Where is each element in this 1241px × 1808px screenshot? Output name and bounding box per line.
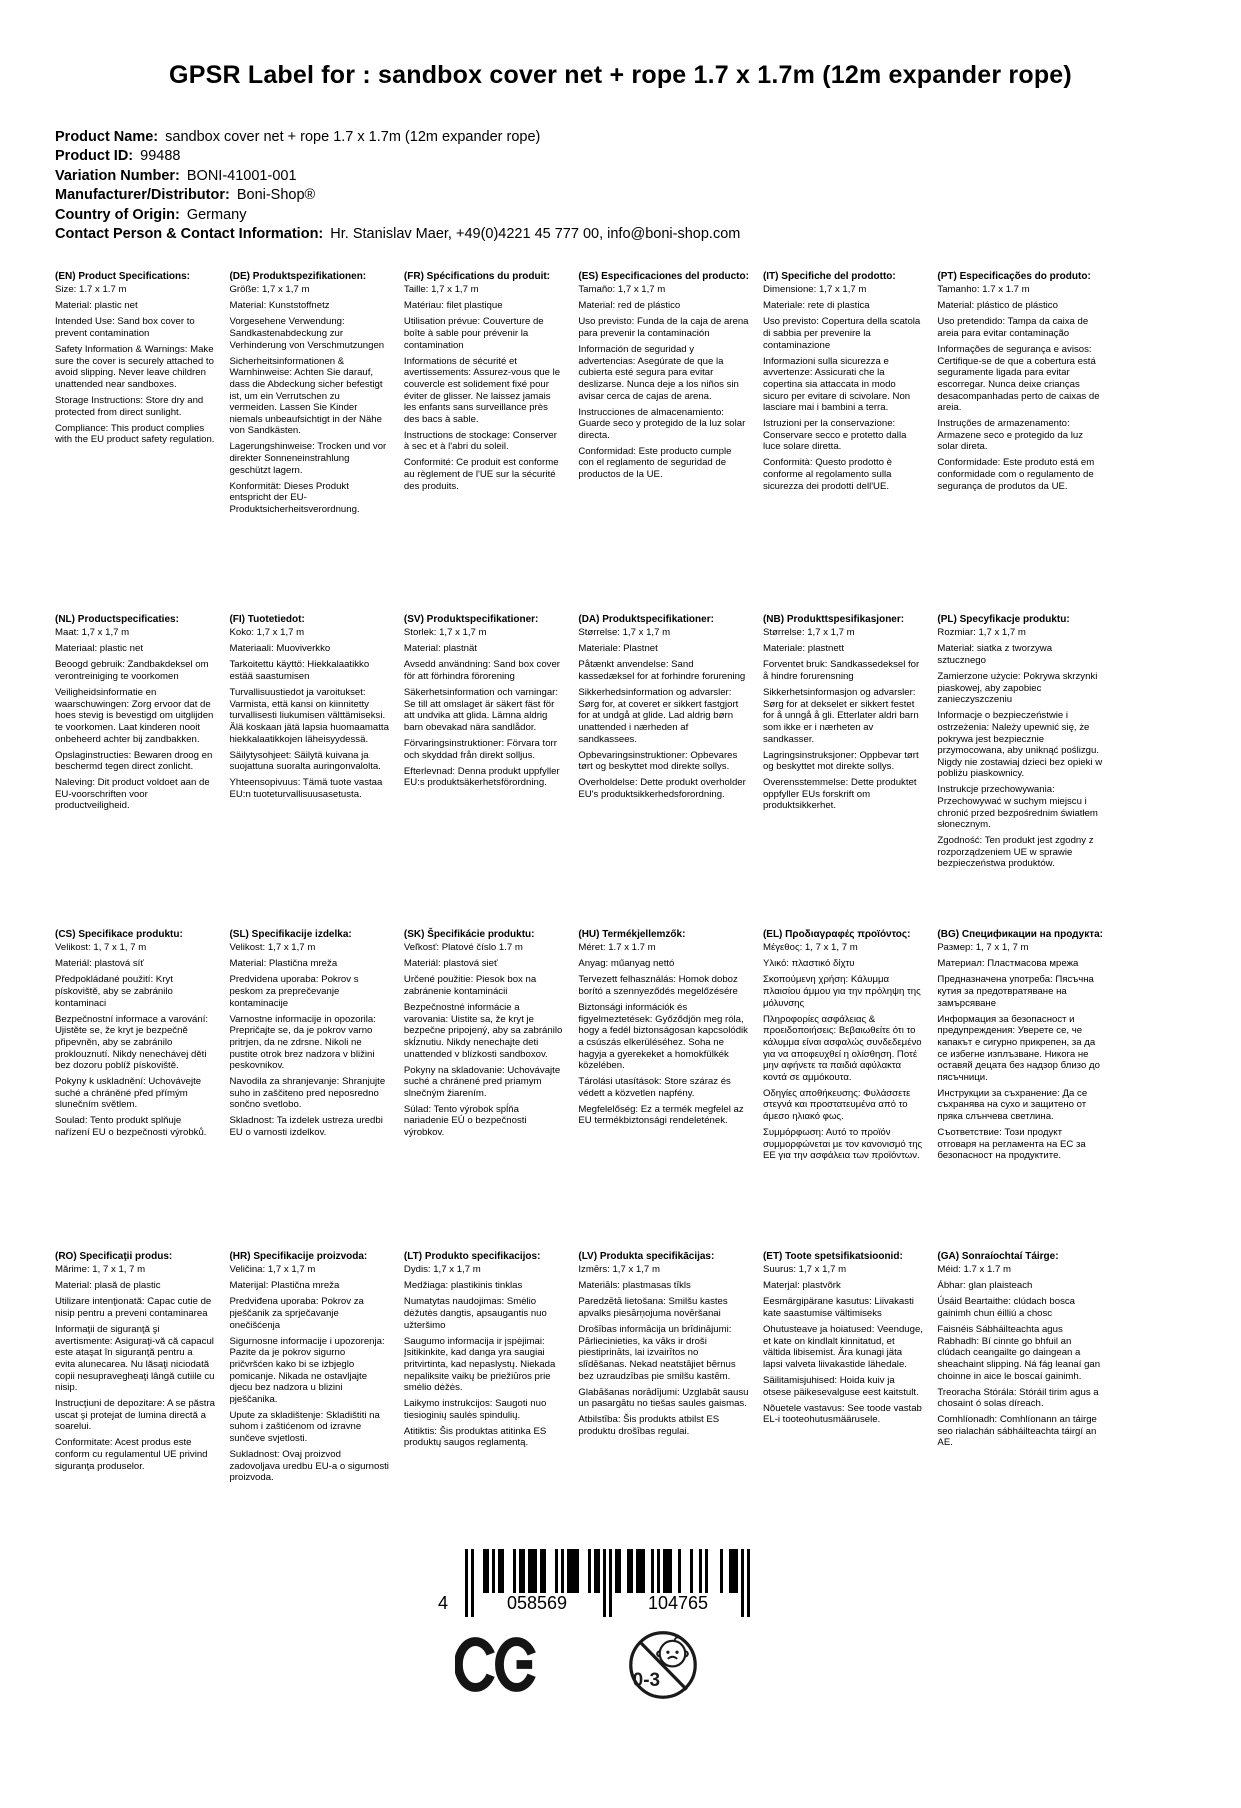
language-paragraph: Yhteensopivuus: Tämä tuote vastaa EU:n tuoteturvallisuusasetusta.: [229, 777, 383, 800]
language-paragraph: Faisnéis Sábháilteachta agus Rabhadh: Bí cinnte go bhfuil an clúdach ceangailte go daingean a sheachaint slipping. Ná fág leanaí gan choinne in aice le boscaí gainimh.: [937, 1324, 1101, 1382]
language-paragraph: Pokyny na skladovanie: Uchovávajte suché a chránené pred priamym slnečným žiarením.: [403, 1064, 561, 1099]
language-block: [763, 271, 923, 614]
language-paragraph: Safety Information & Warnings: Make sure the cover is securely attached to avoid slipping. Never leave children unattended near sandboxes.: [55, 344, 214, 390]
language-paragraph: Информация за безопасност и предупреждения: Уверете се, че капакът е сигурно прикрепен, за да се избегне изплъзване. Никога не оставяй децата без надзор близо до пясъчници.: [937, 1013, 1100, 1083]
language-block-title: (ET) Toote spetsifikatsioonid:: [762, 1250, 903, 1262]
language-paragraph: Informações de segurança e avisos: Certifique-se de que a cobertura está seguramente ligada para evitar escorregar. Nunca deixe crianças desacompanhadas perto de caixas de areia.: [937, 344, 1100, 414]
language-block: [55, 614, 215, 929]
product-info-row: [55, 206, 1241, 226]
language-block: [578, 271, 749, 614]
language-paragraph: Navodila za shranjevanje: Shranjujte suho in zaščiteno pred neposredno sončno svetlobo.: [229, 1076, 386, 1111]
language-paragraph: Beoogd gebruik: Zandbakdeksel om verontreiniging te voorkomen: [55, 659, 209, 683]
product-info-value: BONI-41001-001: [186, 167, 297, 184]
language-paragraph: Förvaringsinstruktioner: Förvara torr och skyddad från direkt solljus.: [403, 738, 557, 761]
language-paragraph: Opslaginstructies: Bewaren droog en beschermd tegen direct zonlicht.: [55, 749, 213, 773]
language-paragraph: Tamanho: 1.7 x 1.7 m: [937, 284, 1030, 296]
language-paragraph: Tarkoitettu käyttö: Hiekkalaatikko estää saastumisen: [229, 659, 370, 683]
language-paragraph: Sikkerhetsinformasjon og advarsler: Sørg for at dekselet er sikkert festet for å unngå å gli. Etterlater aldri barn som ikke er i nærheten av sandkasser.: [762, 687, 919, 745]
language-paragraph: Úsáid Beartaithe: clúdach bosca gainimh chun éilliú a chosc: [937, 1296, 1076, 1320]
language-block-title: (RO) Specificaţii produs:: [55, 1250, 173, 1262]
language-block-title: (GA) Sonraíochtaí Táirge:: [937, 1250, 1059, 1262]
language-paragraph: Rozmiar: 1,7 x 1,7 m: [937, 627, 1026, 639]
language-paragraph: Materiál: plastová síť: [55, 958, 144, 970]
language-paragraph: Atbilstība: Šis produkts atbilst ES produktu drošības regulai.: [578, 1414, 720, 1437]
language-paragraph: Size: 1.7 x 1.7 m: [55, 284, 127, 296]
language-paragraph: Suurus: 1,7 x 1,7 m: [762, 1264, 847, 1276]
language-paragraph: Velikost: 1,7 x 1,7 m: [229, 942, 316, 954]
language-paragraph: Méid: 1.7 x 1.7 m: [937, 1264, 1012, 1276]
language-block: [578, 1251, 749, 1549]
language-paragraph: Paredzētā lietošana: Smilšu kastes apvalks piesārņojuma novēršanai: [578, 1296, 728, 1320]
language-paragraph: Material: plasă de plastic: [55, 1280, 161, 1292]
language-paragraph: Sikkerhedsinformation og advarsler: Sørg for, at coveret er sikkert fastgjort for at undgå at glide. Lad aldrig børn unattended i nærheden af sandkassees.: [578, 687, 739, 745]
language-paragraph: Tamaño: 1,7 x 1,7 m: [578, 284, 666, 296]
language-paragraph: Nõuetele vastavus: See toode vastab EL-i tooteohutusmäärusele.: [762, 1402, 922, 1426]
language-paragraph: Uso pretendido: Tampa da caixa de areia para evitar contaminação: [937, 316, 1089, 340]
language-paragraph: Informations de sécurité et avertissements: Assurez-vous que le couvercle est solidement fixé pour éviter de glisser. Ne laissez jamais les enfants sans surveillance près des bacs à sable.: [403, 355, 561, 425]
language-paragraph: Storlek: 1,7 x 1,7 m: [403, 627, 487, 639]
product-info-value: Hr. Stanislav Maer, +49(0)4221 45 777 00, info@boni-shop.com: [330, 226, 741, 243]
product-info-value: 99488: [140, 148, 181, 165]
product-info-label: Manufacturer/Distributor:: [55, 187, 230, 204]
page-title: GPSR Label for : sandbox cover net + rope 1.7 x 1.7m (12m expander rope): [169, 61, 1072, 89]
language-paragraph: Materiaal: plastic net: [55, 643, 143, 655]
language-block: [229, 1251, 389, 1549]
language-paragraph: Material: Kunststoffnetz: [229, 300, 330, 312]
product-info-row: [55, 128, 1241, 148]
product-info-row: [55, 225, 1241, 245]
language-paragraph: Σκοπούμενη χρήση: Κάλυμμα πλαισίου άμμου για την πρόληψη της μόλυνσης: [762, 974, 921, 1009]
product-info-label: Contact Person & Contact Information:: [55, 226, 324, 243]
language-paragraph: Predviđena uporaba: Pokrov za pješčanik za sprječavanje onečišćenja: [229, 1296, 364, 1331]
language-block-title: (IT) Specifiche del prodotto:: [762, 270, 896, 282]
language-block-title: (NL) Productspecificaties:: [55, 613, 179, 625]
language-paragraph: Instruções de armazenamento: Armazene seco e protegido da luz solar direta.: [937, 418, 1084, 453]
language-paragraph: Saugumo informacija ir įspėjimai: Įsitikinkite, kad danga yra saugiai pritvirtinta, kad nepaslystų. Niekada nepaliksite vaikų be priežiūros prie smėlio dėžės.: [403, 1335, 556, 1394]
language-paragraph: Skladnost: Ta izdelek ustreza uredbi EU o varnosti izdelkov.: [229, 1115, 383, 1139]
language-paragraph: Tervezett felhasználás: Homok doboz borító a szennyeződés megelőzésére: [578, 974, 738, 998]
language-block: [229, 614, 389, 929]
language-paragraph: Drošības informācija un brīdinājumi: Pārliecinieties, ka vāks ir droši piestiprināts, lai izvairītos no slīdēšanas. Nekad neatstājiet bērnus bez uzraudzības pie smilšu kastēm.: [578, 1324, 736, 1382]
language-paragraph: Συμμόρφωση: Αυτό το προϊόν συμμορφώνεται με τον κανονισμό της ΕΕ για την ασφάλεια των προϊόντων.: [762, 1127, 923, 1162]
language-paragraph: Material: plastic net: [55, 300, 138, 312]
language-paragraph: Conformidad: Este producto cumple con el reglamento de seguridad de productos de la UE.: [578, 445, 732, 481]
language-paragraph: Informacje o bezpieczeństwie i ostrzeżenia: Należy upewnić się, że pokrywa jest bezpiecznie przymocowana, aby uniknąć poślizgu. Nigdy nie zostawiaj dzieci bez opieki w pobliżu piaskownicy.: [937, 710, 1103, 780]
language-paragraph: Soulad: Tento produkt splňuje nařízení EU o bezpečnosti výrobků.: [55, 1115, 207, 1139]
language-paragraph: Størrelse: 1,7 x 1,7 m: [762, 627, 855, 639]
language-block-title: (HR) Specifikacije proizvoda:: [229, 1250, 368, 1262]
language-block-title: (EL) Προδιαγραφές προϊόντος:: [762, 928, 911, 940]
language-paragraph: Tárolási utasítások: Store száraz és védett a közvetlen napfény.: [578, 1076, 731, 1099]
language-paragraph: Información de seguridad y advertencias: Asegúrate de que la cubierta esté segura para evitar deslizarse. Nunca deje a los niños sin avisar cerca de cajas de arena.: [578, 344, 739, 402]
language-paragraph: Efterlevnad: Denna produkt uppfyller EU:s produktsäkerhetsförordning.: [403, 765, 560, 789]
language-block: [937, 614, 1103, 929]
language-paragraph: Säilytysohjeet: Säilytä kuivana ja suojattuna suoralta auringonvalolta.: [229, 749, 381, 773]
language-paragraph: Materiale: Plastnet: [578, 643, 658, 655]
language-paragraph: Upute za skladištenje: Skladištiti na suhom i zaštićenom od izravne sunčeve svjetlosti.: [229, 1409, 380, 1444]
gpsr-label-page: [0, 54, 1241, 1701]
language-block-title: (DE) Produktspezifikationen:: [229, 270, 367, 282]
language-paragraph: Предназначена употреба: Пясъчна кутия за предотвратяване на замърсяване: [937, 974, 1094, 1009]
language-paragraph: Sukladnost: Ovaj proizvod zadovoljava uredbu EU-a o sigurnosti proizvoda.: [229, 1449, 389, 1484]
language-paragraph: Bezpečnostní informace a varování: Ujistěte se, že kryt je bezpečně připevněn, aby se zabránilo proklouznutí. Nikdy nenechávej děti bez dozoru poblíž pískoviště.: [55, 1013, 209, 1072]
language-paragraph: Sicherheitsinformationen & Warnhinweise: Achten Sie darauf, dass die Abdeckung sicher befestigt ist, um ein Verrutschen zu vermeiden. Lassen Sie Kinder niemals unbeaufsichtigt in der Nähe von Sandkästen.: [229, 355, 383, 437]
language-paragraph: Eesmärgipärane kasutus: Liivakasti kate saastumise vältimiseks: [762, 1296, 914, 1320]
language-paragraph: Veiligheidsinformatie en waarschuwingen: Zorg ervoor dat de hoes stevig is bevestigd om uitglijden te voorkomen. Laat kinderen nooit onbeheerd achter bij zandbakken.: [55, 687, 214, 745]
product-info: [55, 128, 1241, 245]
language-paragraph: Atitiktis: Šis produktas atitinka ES produktų saugos reglamentą.: [403, 1425, 547, 1449]
product-info-label: Product ID:: [55, 148, 134, 165]
language-block: [578, 614, 749, 929]
language-paragraph: Utilizare intenţionată: Capac cutie de nisip pentru a preveni contaminarea: [55, 1296, 212, 1320]
language-paragraph: Lagringsinstruksjoner: Oppbevar tørt og beskyttet mot direkte sollys.: [762, 749, 919, 773]
language-paragraph: Размер: 1, 7 x 1, 7 m: [937, 942, 1029, 954]
language-block: [937, 1251, 1103, 1549]
certification-icons-row: [455, 1629, 1241, 1701]
language-grid: [55, 271, 1103, 1549]
language-paragraph: Съответствие: Този продукт отговаря на регламента на ЕС за безопасност на продуктите.: [937, 1127, 1086, 1162]
language-block-title: (FI) Tuotetiedot:: [229, 613, 305, 625]
language-block: [404, 1251, 564, 1549]
language-block-title: (SL) Specifikacije izdelka:: [229, 928, 352, 940]
language-paragraph: Οδηγίες αποθήκευσης: Φυλάσσετε στεγνά και προστατευμένα από το άμεσο ηλιακό φως.: [762, 1087, 911, 1122]
language-paragraph: Velikost: 1, 7 x 1, 7 m: [55, 942, 147, 954]
language-paragraph: Ábhar: glan plaisteach: [937, 1280, 1033, 1292]
product-info-row: [55, 147, 1241, 167]
barcode-prefix-digit: 4: [438, 1592, 449, 1613]
language-paragraph: Veličina: 1,7 x 1,7 m: [229, 1264, 316, 1276]
language-block: [229, 271, 389, 614]
language-paragraph: Maat: 1,7 x 1,7 m: [55, 627, 130, 639]
language-paragraph: Medžiaga: plastikinis tinklas: [403, 1280, 523, 1292]
label-marks: [438, 1549, 1241, 1701]
ce-mark-icon: [455, 1636, 539, 1693]
language-paragraph: Opbevaringsinstruktioner: Opbevares tørt og beskyttet mod direkte sollys.: [578, 749, 738, 773]
language-paragraph: Uso previsto: Funda de la caja de arena para prevenir la contaminación: [578, 316, 749, 340]
product-info-label: Country of Origin:: [55, 206, 180, 223]
language-paragraph: Pokyny k uskladnění: Uchovávejte suché a chráněné před přímým slunečním světlem.: [55, 1076, 202, 1111]
language-block: [937, 271, 1103, 614]
language-paragraph: Uso previsto: Copertura della scatola di sabbia per prevenire la contaminazione: [762, 316, 921, 351]
language-paragraph: Sigurnosne informacije i upozorenja: Pazite da je pokrov sigurno pričvršćen kako bi se izbjeglo pomicanje. Nikada ne ostavljajte djecu bez nadzora u blizini pješčanika.: [229, 1335, 385, 1405]
language-paragraph: Comhlíonadh: Comhlíonann an táirge seo rialachán sábháilteachta táirgí an AE.: [937, 1414, 1097, 1449]
language-paragraph: Materijal: Plastična mreža: [229, 1280, 340, 1292]
language-block-title: (SV) Produktspecifikationer:: [403, 613, 539, 625]
language-block-title: (CS) Specifikace produktu:: [55, 928, 183, 940]
language-paragraph: Avsedd användning: Sand box cover för att förhindra förorening: [403, 659, 561, 683]
language-paragraph: Materiał: siatka z tworzywa sztucznego: [937, 643, 1053, 666]
language-paragraph: Informazioni sulla sicurezza e avvertenze: Assicurati che la copertina sia attaccata in modo sicuro per evitare di scivolare. Non lasciare mai i bambini a terra.: [762, 355, 911, 414]
language-paragraph: Biztonsági információk és figyelmeztetések: Győződjön meg róla, hogy a fedél biztonságosan kapcsolódik a csúszás elkerüléséhez. Soha ne hagyja a gyerekeket a homokfülkék közelében.: [578, 1002, 748, 1072]
language-paragraph: Vorgesehene Verwendung: Sandkastenabdeckung zur Verhinderung von Verschmutzungen: [229, 316, 385, 351]
language-paragraph: Conformità: Questo prodotto è conforme al regolamento sulla sicurezza dei prodotti dell'UE.: [762, 457, 893, 492]
language-block: [404, 271, 564, 614]
language-paragraph: Conformitate: Acest produs este conform cu regulamentul UE privind siguranţa produselor.: [55, 1437, 208, 1472]
language-block: [55, 929, 215, 1251]
language-paragraph: Storage Instructions: Store dry and protected from direct sunlight.: [55, 395, 204, 418]
language-paragraph: Taille: 1,7 x 1,7 m: [403, 284, 479, 296]
product-info-row: [55, 167, 1241, 187]
product-info-label: Variation Number:: [55, 167, 180, 184]
language-paragraph: Lagerungshinweise: Trocken und vor direkter Sonneneinstrahlung geschützt lagern.: [229, 441, 387, 476]
language-block: [578, 929, 749, 1251]
language-paragraph: Méret: 1.7 x 1.7 m: [578, 942, 656, 954]
language-block: [404, 614, 564, 929]
product-info-value: Boni-Shop®: [236, 187, 316, 204]
language-paragraph: Varnostne informacije in opozorila: Prepričajte se, da je pokrov varno pritrjen, da ne zdrsne. Nikoli ne pustite otrok brez nadzora v bližini peskovnikov.: [229, 1013, 376, 1072]
language-paragraph: Glabāšanas norādījumi: Uzglabāt sausu un pasargātu no tiešas saules gaismas.: [578, 1386, 749, 1410]
language-block-title: (LT) Produkto specifikacijos:: [403, 1250, 541, 1262]
language-paragraph: Material: plastnät: [403, 643, 477, 655]
language-paragraph: Matériau: filet plastique: [403, 300, 503, 312]
product-info-row: [55, 186, 1241, 206]
language-paragraph: Υλικό: πλαστικό δίχτυ: [762, 958, 855, 970]
language-paragraph: Größe: 1,7 x 1,7 m: [229, 284, 310, 296]
language-paragraph: Mărime: 1, 7 x 1, 7 m: [55, 1264, 146, 1276]
language-paragraph: Dydis: 1,7 x 1,7 m: [403, 1264, 481, 1276]
language-paragraph: Materiale: rete di plastica: [762, 300, 870, 312]
language-paragraph: Naleving: Dit product voldoet aan de EU-voorschriften voor productveiligheid.: [55, 777, 210, 812]
language-paragraph: Veľkosť: Platové číslo 1.7 m: [403, 942, 523, 954]
language-paragraph: Compliance: This product complies with the EU product safety regulation.: [55, 422, 215, 446]
language-block-title: (HU) Termékjellemzők:: [578, 928, 686, 940]
product-info-value: Germany: [186, 206, 247, 223]
language-paragraph: Megfelelőség: Ez a termék megfelel az EU termékbiztonsági rendeletének.: [578, 1103, 744, 1127]
language-block-title: (PL) Specyfikacje produktu:: [937, 613, 1070, 625]
language-paragraph: Conformité: Ce produit est conforme au règlement de l'UE sur la sécurité des produits.: [403, 457, 559, 492]
language-block-title: (BG) Спецификации на продукта:: [937, 928, 1103, 940]
language-paragraph: Materjal: plastvõrk: [762, 1280, 841, 1292]
language-paragraph: Påtænkt anvendelse: Sand kassedæksel for at forhindre forurening: [578, 659, 746, 683]
language-block-title: (PT) Especificações do produto:: [937, 270, 1091, 282]
language-paragraph: Informaţii de siguranţă şi avertismente: Asiguraţi-vă că capacul este ataşat în siguranţă pentru a evita alunecarea. Nu lăsaţi niciodată copii nesupravegheaţi lângă cutiile cu nisip.: [55, 1324, 215, 1394]
language-paragraph: Μέγεθος: 1, 7 x 1, 7 m: [762, 942, 858, 954]
language-paragraph: Bezpečnostné informácie a varovania: Uistite sa, že kryt je bezpečne pripojený, aby sa zabránilo skĺznutiu. Nikdy nenechajte deti unattended v blízkosti sandboxov.: [403, 1002, 563, 1060]
language-paragraph: Overholdelse: Dette produkt overholder EU's produktsikkerhedsforordning.: [578, 777, 746, 800]
language-block-title: (EN) Product Specifications:: [55, 270, 191, 282]
ean-barcode: [438, 1549, 750, 1617]
language-paragraph: Dimensione: 1,7 x 1,7 m: [762, 284, 867, 296]
language-block: [229, 929, 389, 1251]
language-paragraph: Předpokládané použití: Kryt pískoviště, aby se zabránilo kontaminaci: [55, 974, 173, 1009]
language-paragraph: Instructions de stockage: Conserver à sec et à l'abri du soleil.: [403, 429, 557, 453]
language-block: [763, 929, 923, 1251]
language-paragraph: Anyag: műanyag nettó: [578, 958, 675, 970]
language-paragraph: Instrukcje przechowywania: Przechowywać w suchym miejscu i chronić przed bezpośrednim światłem słonecznym.: [937, 784, 1098, 831]
language-paragraph: Turvallisuustiedot ja varoitukset: Varmista, että kansi on kiinnitetty turvallisesti liukumisen välttämiseksi. Älä koskaan jätä lapsia huomaamatta hiekkalaatikkojen läheisyydessä.: [229, 687, 389, 745]
language-paragraph: Πληροφορίες ασφάλειας & προειδοποιήσεις: Βεβαιωθείτε ότι το κάλυμμα είναι ασφαλώς συνδεδεμένο για να αποφευχθεί η ολίσθηση. Ποτέ μην αφήνετε τα παιδιά αφύλακτα κοντά σε αμμόκουτα.: [762, 1013, 922, 1083]
language-paragraph: Overensstemmelse: Dette produktet oppfyller EUs forskrift om produktsikkerhet.: [762, 777, 917, 812]
language-paragraph: Istruzioni per la conservazione: Conservare secco e protetto dalla luce solare diretta.: [762, 418, 907, 453]
language-paragraph: Zamierzone użycie: Pokrywa skrzynki piaskowej, aby zapobiec zanieczyszczeniu: [937, 671, 1098, 706]
language-block-title: (FR) Spécifications du produit:: [403, 270, 551, 282]
language-paragraph: Konformität: Dieses Produkt entspricht der EU-Produktsicherheitsverordnung.: [229, 480, 360, 515]
language-paragraph: Laikymo instrukcijos: Saugoti nuo tiesioginių saulės spindulių.: [403, 1398, 547, 1421]
language-paragraph: Určené použitie: Piesok box na zabránenie kontaminácii: [403, 974, 537, 998]
language-block: [937, 929, 1103, 1251]
age-range-label: 0-3: [632, 1669, 661, 1691]
language-paragraph: Instrucciones de almacenamiento: Guarde seco y protegido de la luz solar directa.: [578, 406, 746, 441]
language-paragraph: Säilitamisjuhised: Hoida kuiv ja otsese päikesevalguse eest kaitstult.: [762, 1375, 919, 1398]
language-paragraph: Treoracha Stórála: Stóráil tirim agus a chosaint ó solas díreach.: [937, 1386, 1099, 1410]
language-paragraph: Инструкции за съхранение: Да се съхранява на сухо и защитено от пряка слънчева светлина.: [937, 1087, 1088, 1122]
language-block: [763, 614, 923, 929]
language-paragraph: Izmērs: 1,7 x 1,7 m: [578, 1264, 660, 1276]
language-paragraph: Numatytas naudojimas: Smėlio dėžutės dangtis, apsaugantis nuo užteršimo: [403, 1296, 547, 1331]
language-paragraph: Størrelse: 1,7 x 1,7 m: [578, 627, 671, 639]
language-paragraph: Zgodność: Ten produkt jest zgodny z rozporządzeniem UE w sprawie bezpieczeństwa produktów.: [937, 835, 1094, 870]
language-paragraph: Materiaali: Muoviverkko: [229, 643, 331, 655]
product-info-label: Product Name:: [55, 128, 159, 145]
language-paragraph: Utilisation prévue: Couverture de boîte à sable pour prévenir la contamination: [403, 316, 544, 351]
language-block-title: (ES) Especificaciones del producto:: [578, 270, 749, 282]
language-block: [404, 929, 564, 1251]
language-paragraph: Súlad: Tento výrobok spĺňa nariadenie EÚ o bezpečnosti výrobkov.: [403, 1103, 527, 1139]
language-paragraph: Predvidena uporaba: Pokrov s peskom za preprečevanje kontaminacije: [229, 974, 359, 1009]
language-block: [763, 1251, 923, 1549]
language-paragraph: Material: Plastična mreža: [229, 958, 338, 970]
language-block-title: (DA) Produktspecifikationer:: [578, 613, 714, 625]
language-block: [55, 1251, 215, 1549]
language-paragraph: Material: plástico de plástico: [937, 300, 1058, 312]
language-paragraph: Koko: 1,7 x 1,7 m: [229, 627, 305, 639]
language-block-title: (NB) Produkttspesifikasjoner:: [762, 613, 905, 625]
language-paragraph: Forventet bruk: Sandkassedeksel for å hindre forurensning: [762, 659, 920, 683]
language-paragraph: Материал: Пластмасова мрежа: [937, 958, 1079, 970]
language-paragraph: Säkerhetsinformation och varningar: Se till att omslaget är säkert fäst för att undvika att glida. Lämna aldrig barn obevakad nära sandlådor.: [403, 687, 559, 733]
barcode-digits-right: 104765: [643, 1593, 713, 1614]
product-info-value: sandbox cover net + rope 1.7 x 1.7m (12m expander rope): [165, 128, 541, 145]
barcode-digits-left: 058569: [502, 1593, 572, 1614]
language-block-title: (SK) Špecifikácie produktu:: [403, 928, 535, 940]
language-paragraph: Conformidade: Este produto está em conformidade com o regulamento de segurança de produtos da UE.: [937, 457, 1095, 492]
language-paragraph: Instrucţiuni de depozitare: A se păstra uscat şi protejat de lumina directă a soarelui.: [55, 1398, 215, 1433]
language-paragraph: Materiale: plastnett: [762, 643, 845, 655]
language-paragraph: Intended Use: Sand box cover to prevent contamination: [55, 316, 195, 340]
language-paragraph: Material: red de plástico: [578, 300, 681, 312]
language-paragraph: Ohutusteave ja hoiatused: Veenduge, et kate on kindlalt kinnitatud, et vältida libisemist. Ära kunagi jäta lapsi valveta liivakastide lähedale.: [762, 1324, 923, 1370]
language-block-title: (LV) Produkta specifikācijas:: [578, 1250, 715, 1262]
language-paragraph: Materiāls: plastmasas tīkls: [578, 1280, 691, 1292]
age-warning-0-3-icon: [627, 1629, 699, 1701]
language-block: [55, 271, 215, 614]
language-paragraph: Materiál: plastová sieť: [403, 958, 498, 970]
